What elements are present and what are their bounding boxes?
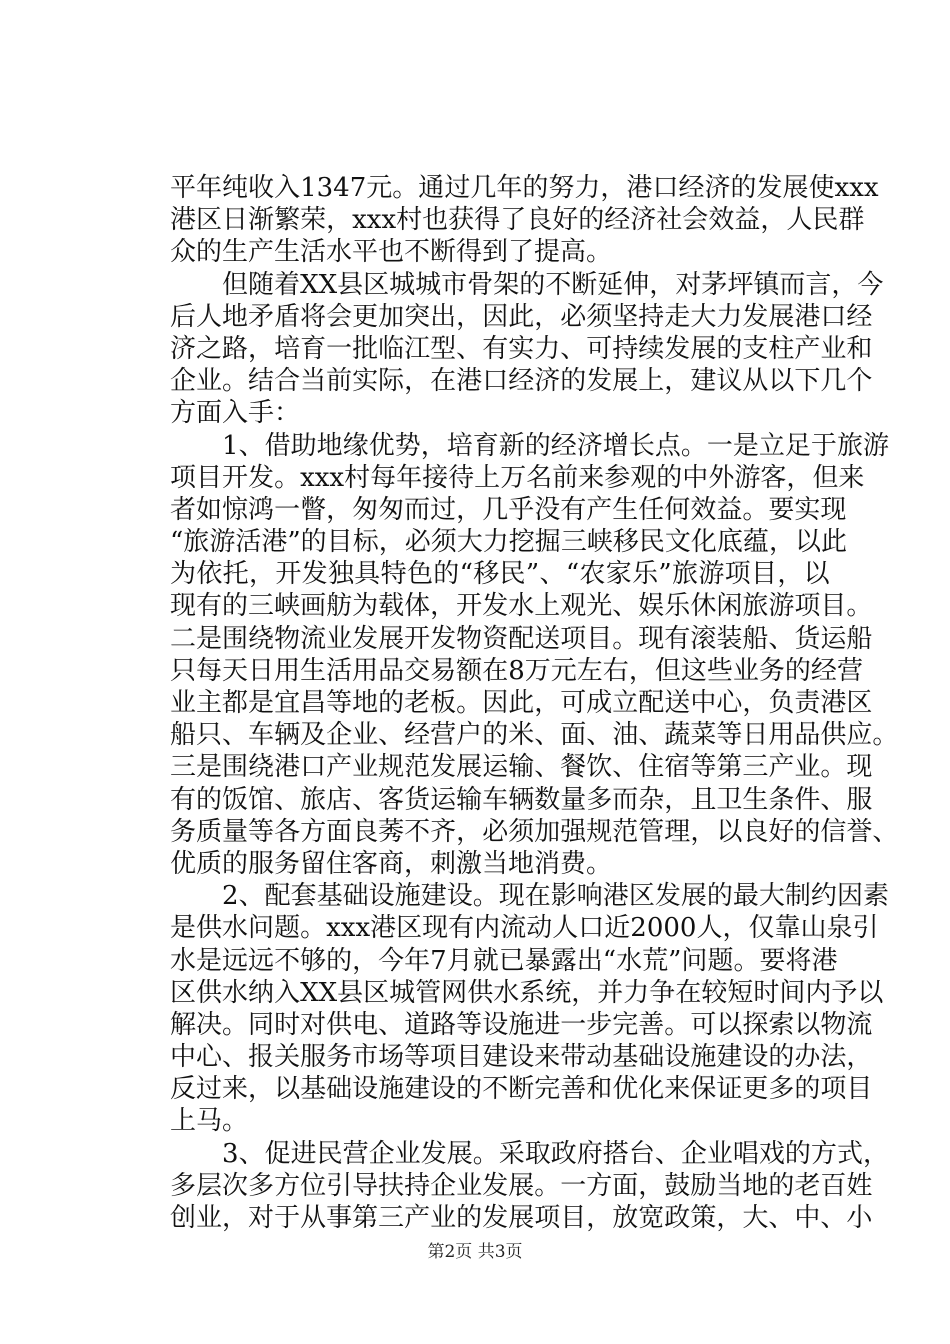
text-line: 船 只 、 车 辆 及 企 业 、 经 营 户 的 米 、 面 、 油 、 蔬 菜 等 日 用 品 供 应 。 [170,720,899,751]
text-line: 多 层 次 多 方 位 引 导 扶 持 企 业 发 展 。 一 方 面 ， 鼓 励 当 地 的 老 百 姓 [170,1170,873,1201]
text-line: 后 人 地 矛 盾 将 会 更 加 突 出 ， 因 此 ， 必 须 坚 持 走 大 力 发 展 港 口 经 [170,301,873,332]
text-line: 有 的 饭 馆 、 旅 店 、 客 货 运 输 车 辆 数 量 多 而 杂 ， 且 卫 生 条 件 、 服 [170,784,873,815]
text-line: 是 供 水 问 题 。 x x x 港 区 现 有 内 流 动 人 口 近 2 0 0 0 人 ， 仅 靠 山 泉 引 [170,913,879,944]
text-line: 区 供 水 纳 入 X X 县 区 城 管 网 供 水 系 统 ， 并 力 争 在 较 短 时 间 内 予 以 [170,977,884,1008]
text-line: “ 旅 游 活 港 ” 的 目 标 ， 必 须 大 力 挖 掘 三 峡 移 民 文 化 底 蕴 ， 以 此 [170,527,847,558]
text-line: 1 、 借 助 地 缘 优 势 ， 培 育 新 的 经 济 增 长 点 。 一 是 立 足 于 旅 游 [222,430,889,461]
text-line: 业 主 都 是 宜 昌 等 地 的 老 板 。 因 此 ， 可 成 立 配 送 中 心 ， 负 责 港 区 [170,688,873,718]
text-line: 3 、 促 进 民 营 企 业 发 展 。 采 取 政 府 搭 台 、 企 业 唱 戏 的 方 式 ， [222,1138,889,1169]
text-line: 为 依 托 ， 开 发 独 具 特 色 的 “ 移 民 ” 、 “ 农 家 乐 ” 旅 游 项 目 ， 以 [170,559,830,590]
text-line: 三 是 围 绕 港 口 产 业 规 范 发 展 运 输 、 餐 饮 、 住 宿 等 第 三 产 业 。 现 [170,752,873,783]
page-number-footer: 第2页 共3页 [427,1242,523,1262]
text-line: 项 目 开 发 。 x x x 村 每 年 接 待 上 万 名 前 来 参 观 的 中 外 游 客 ， 但 来 [170,462,865,493]
text-line: 2 、 配 套 基 础 设 施 建 设 。 现 在 影 响 港 区 发 展 的 最 大 制 约 因 素 [222,881,889,912]
text-line: 优质的服务留住客商，刺激当地消费。 [170,848,613,879]
text-line: 平 年 纯 收 入 1 3 4 7 元 。 通 过 几 年 的 努 力 ， 港 口 经 济 的 发 展 使 x x x [170,173,879,203]
text-line: 只 每 天 日 用 生 活 用 品 交 易 额 在 8 万 元 左 右 ， 但 这 些 业 务 的 经 营 [170,655,863,686]
text-line: 解 决 。 同 时 对 供 电 、 道 路 等 设 施 进 一 步 完 善 。 可 以 探 索 以 物 流 [170,1009,873,1040]
text-line: 上马。 [170,1106,249,1137]
text-line: 现 有 的 三 峡 画 舫 为 载 体 ， 开 发 水 上 观 光 、 娱 乐 休 闲 旅 游 项 目 。 [170,591,873,622]
text-line: 创 业 ， 对 于 从 事 第 三 产 业 的 发 展 项 目 ， 放 宽 政 策 ， 大 、 中 、 小 [170,1203,873,1233]
text-line: 二 是 围 绕 物 流 业 发 展 开 发 物 资 配 送 项 目 。 现 有 滚 装 船 、 货 运 船 [170,623,873,654]
text-line: 众的生产生活水平也不断得到了提高。 [170,237,613,268]
text-line: 企 业 。 结 合 当 前 实 际 ， 在 港 口 经 济 的 发 展 上 ， 建 议 从 以 下 几 个 [170,366,873,397]
document-body [170,172,899,1234]
text-line: 方面入手： [170,398,301,429]
text-line: 但 随 着 X X 县 区 城 城 市 骨 架 的 不 断 延 伸 ， 对 茅 坪 镇 而 言 ， 今 [222,269,884,300]
text-line: 务 质 量 等 各 方 面 良 莠 不 齐 ， 必 须 加 强 规 范 管 理 ， 以 良 好 的 信 誉 、 [170,816,899,847]
text-line: 反 过 来 ， 以 基 础 设 施 建 设 的 不 断 完 善 和 优 化 来 保 证 更 多 的 项 目 [170,1074,873,1105]
text-line: 中 心 、 报 关 服 务 市 场 等 项 目 建 设 来 带 动 基 础 设 施 建 设 的 办 法 ， [170,1042,873,1073]
text-line: 港 区 日 渐 繁 荣 ， x x x 村 也 获 得 了 良 好 的 经 济 社 会 效 益 ， 人 民 群 [170,205,865,236]
text-line: 水 是 远 远 不 够 的 ， 今 年 7 月 就 已 暴 露 出 “ 水 荒 ” 问 题 。 要 将 港 [170,945,838,976]
text-line: 者 如 惊 鸿 一 瞥 ， 匆 匆 而 过 ， 几 乎 没 有 产 生 任 何 效 益 。 要 实 现 [170,494,847,525]
text-line: 济 之 路 ， 培 育 一 批 临 江 型 、 有 实 力 、 可 持 续 发 展 的 支 柱 产 业 和 [170,333,873,364]
